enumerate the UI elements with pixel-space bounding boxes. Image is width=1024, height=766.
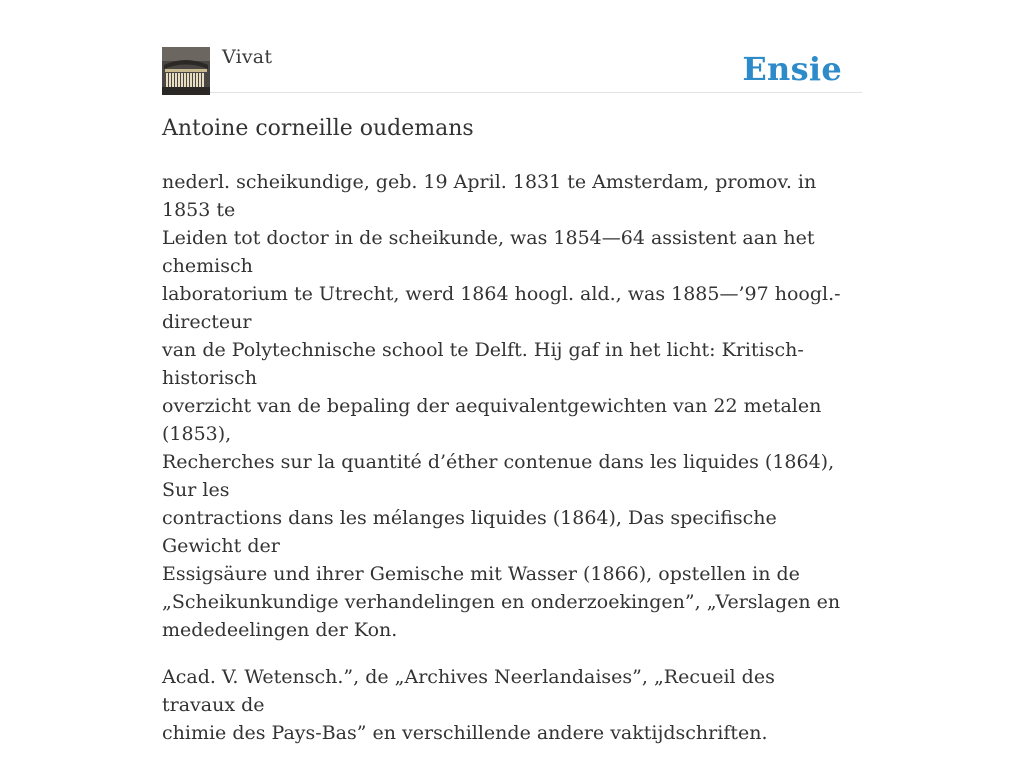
library-bookshelf-icon — [162, 47, 210, 95]
article-body — [162, 168, 852, 766]
page-title: Antoine corneille oudemans — [162, 116, 474, 141]
paragraph-2: Acad. V. Wetensch.”, de „Archives Neerlandaises”, „Recueil des travaux de chimie des Pays-Bas” en verschillende andere vaktijdschriften. — [162, 666, 775, 744]
brand-logo[interactable]: Ensie — [742, 50, 842, 88]
page-container — [162, 0, 862, 744]
avatar[interactable] — [162, 47, 210, 95]
paragraph-1: nederl. scheikundige, geb. 19 April. 1831 te Amsterdam, promov. in 1853 te Leiden tot doctor in de scheikunde, was 1854—64 assistent aan het chemisch laboratorium te Utrecht, werd 1864 hoogl. ald., was 1885—’97 hoogl.-directeur van de Polytechnische school te Delft. Hij gaf in het licht: Kritisch-historisch overzicht van de bepaling der aequivalentgewichten van 22 metalen (1853), Recherches sur la quantité d’éther contenue dans les liquides (1864), Sur les contractions dans les mélanges liquides (1864), Das specifische Gewicht der Essigsäure und ihrer Gemische mit Wasser (1866), opstellen in de „Scheikunkundige verhandelingen en onderzoekingen”, „Verslagen en mededeelingen der Kon. — [162, 171, 841, 641]
author-name[interactable]: Vivat — [222, 46, 273, 68]
header — [162, 0, 862, 93]
